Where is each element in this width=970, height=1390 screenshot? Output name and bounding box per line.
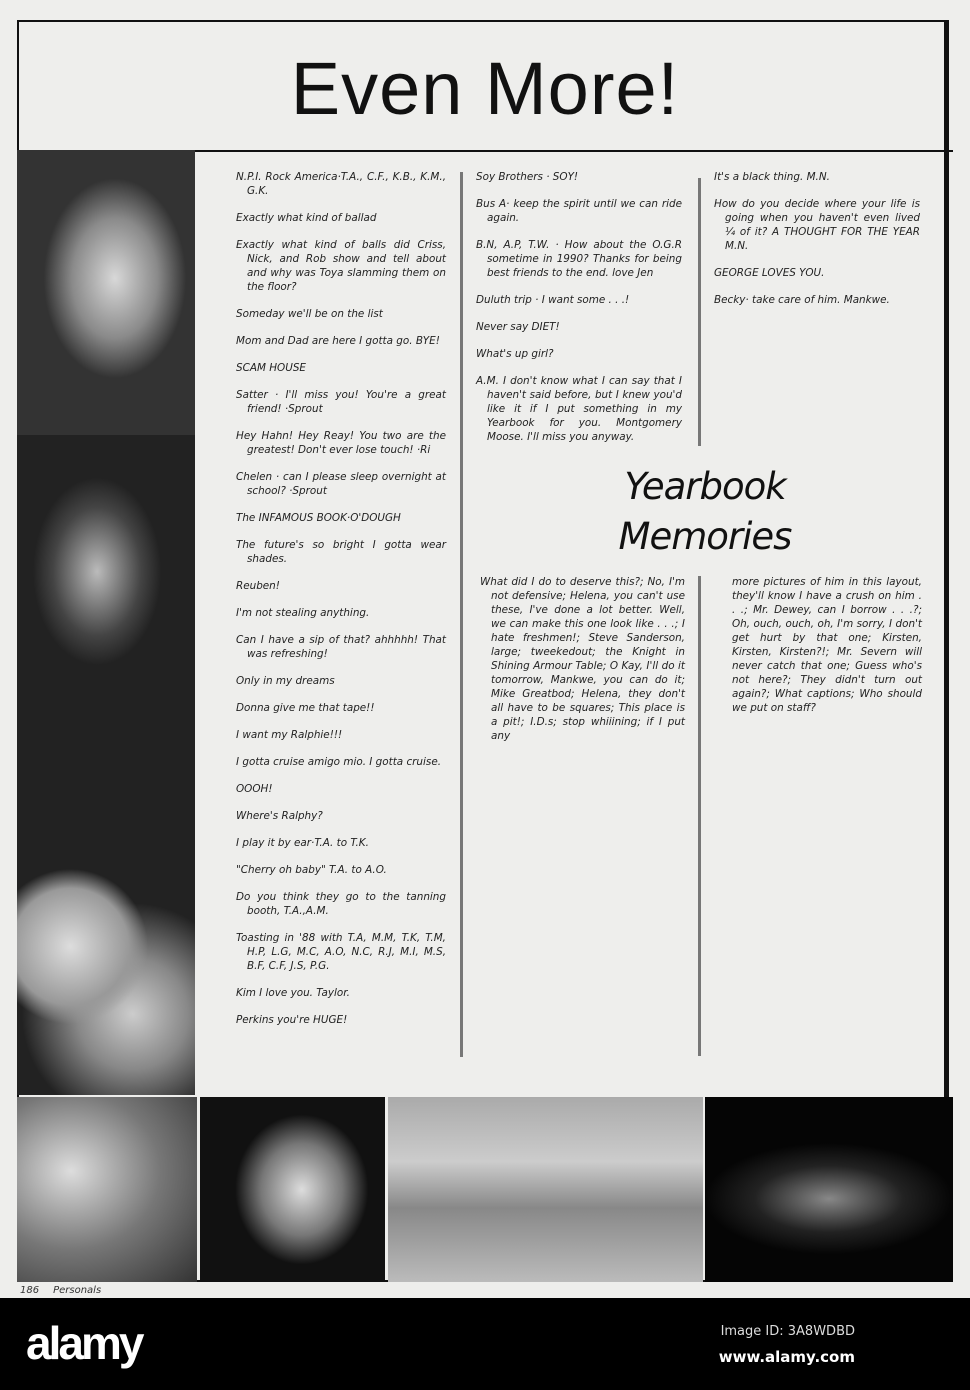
message-entry: "Cherry oh baby" T.A. to A.O. [236,864,387,876]
column-divider [698,178,701,446]
message-entry: Someday we'll be on the list [236,308,383,320]
section-name: Personals [53,1285,102,1296]
message-entry: The INFAMOUS BOOK·O'DOUGH [236,512,401,524]
message-entry: It's a black thing. M.N. [714,171,830,183]
messages-column-1 [236,170,446,1040]
image-id: Image ID: 3A8WDBD [720,1324,855,1339]
message-entry: OOOH! [236,783,273,795]
message-entry: I want my Ralphie!!! [236,729,343,741]
message-entry: I gotta cruise amigo mio. I gotta cruise. [236,756,442,768]
message-entry: Bus A· keep the spirit until we can ride again. [476,198,682,224]
message-entry: What's up girl? [476,348,554,360]
photo-student-glasses [17,150,195,435]
message-entry: Perkins you're HUGE! [236,1014,348,1026]
photo-student-portrait [200,1097,385,1282]
message-entry: Never say DIET! [476,321,560,333]
message-entry: Hey Hahn! Hey Reay! You two are the greatest! Don't ever lose touch! ·Ri [236,430,446,456]
photo-student-dark-hair [17,435,195,825]
message-entry: The future's so bright I gotta wear shades. [236,539,446,565]
message-entry: Satter · I'll miss you! You're a great friend! ·Sprout [236,389,446,415]
photo-two-girls [17,1097,197,1282]
message-entry: Exactly what kind of balls did Criss, Nick, and Rob show and tell about and why was Toya slamming them on the floor? [236,239,446,293]
message-entry: I play it by ear·T.A. to T.K. [236,837,369,849]
heading-line-2: Memories [618,515,792,558]
message-entry: Donna give me that tape!! [236,702,375,714]
photo-three-friends [17,825,195,1095]
message-entry: Chelen · can I please sleep overnight at school? ·Sprout [236,471,446,497]
heading-line-1: Yearbook [624,465,786,508]
memories-text-1 [480,575,685,756]
page-title: Even More! [290,47,680,130]
page-folio [20,1285,115,1296]
message-entry: Becky· take care of him. Mankwe. [714,294,890,306]
title-box [17,20,953,152]
memories-paragraph: What did I do to deserve this?; No, I'm not defensive; Helena, you can't use these, I've done a lot better. Well, we can make this one look like . . .; I hate freshmen!; Steve Sanderson, large; tweekedout; the Knight in Shining Armour Table; O Kay, I'll do it tomorrow, Mankwe, you can do it; Mike Greatbod; Helena, they don't all have to be squares; This place is a pit!; I.D.s; stop whiiining; if I put any [480,576,685,742]
message-entry: Where's Ralphy? [236,810,323,822]
watermark-footer [0,1298,970,1390]
alamy-logo: alamy [26,1317,142,1369]
message-entry: How do you decide where your life is going when you haven't even lived ¼ of it? A THOUGHT FOR THE YEAR M.N. [714,198,920,252]
message-entry: Exactly what kind of ballad [236,212,377,224]
column-divider [460,172,463,1057]
page-number: 186 [20,1285,40,1296]
message-entry: Kim I love you. Taylor. [236,987,350,999]
message-entry: Toasting in '88 with T.A, M.M, T.K, T.M, H.P, L.G, M.C, A.O, N.C, R.J, M.I, M.S, B.F, C.F, J.S, P.G. [236,932,446,972]
photo-beach-group [388,1097,703,1282]
messages-column-3 [714,170,920,320]
memories-paragraph: more pictures of him in this layout, they'll know I have a crush on him . . .; Mr. Dewey, can I borrow . . .?; Oh, ouch, ouch, oh, I'm sorry, I don't get hurt by that one; Kirsten, Kirsten, Kirsten?!; Mr. Severn will never catch that one; Guess who's not here?; They didn't turn out again?; What captions; Who should we put on staff? [732,576,922,714]
message-entry: Mom and Dad are here I gotta go. BYE! [236,335,440,347]
photo-stage-performance [705,1097,953,1282]
message-entry: SCAM HOUSE [236,362,306,374]
yearbook-memories-heading [585,462,825,562]
message-entry: Duluth trip · I want some . . .! [476,294,630,306]
messages-column-2 [476,170,682,457]
message-entry: Reuben! [236,580,280,592]
footer-url[interactable]: www.alamy.com [718,1348,855,1366]
message-entry: GEORGE LOVES YOU. [714,267,825,279]
message-entry: Soy Brothers · SOY! [476,171,579,183]
message-entry: N.P.I. Rock America·T.A., C.F., K.B., K.M., G.K. [236,171,446,197]
message-entry: Do you think they go to the tanning booth, T.A.,A.M. [236,891,446,917]
column-divider [698,576,701,1056]
message-entry: I'm not stealing anything. [236,607,370,619]
message-entry: B.N, A.P, T.W. · How about the O.G.R sometime in 1990? Thanks for being best friends to the end. love Jen [476,239,682,279]
message-entry: Only in my dreams [236,675,335,687]
message-entry: Can I have a sip of that? ahhhhh! That was refreshing! [236,634,446,660]
message-entry: A.M. I don't know what I can say that I haven't said before, but I knew you'd like it if I put something in my Yearbook for you. Montgomery Moose. I'll miss you anyway. [476,375,682,443]
memories-text-2 [732,575,922,728]
